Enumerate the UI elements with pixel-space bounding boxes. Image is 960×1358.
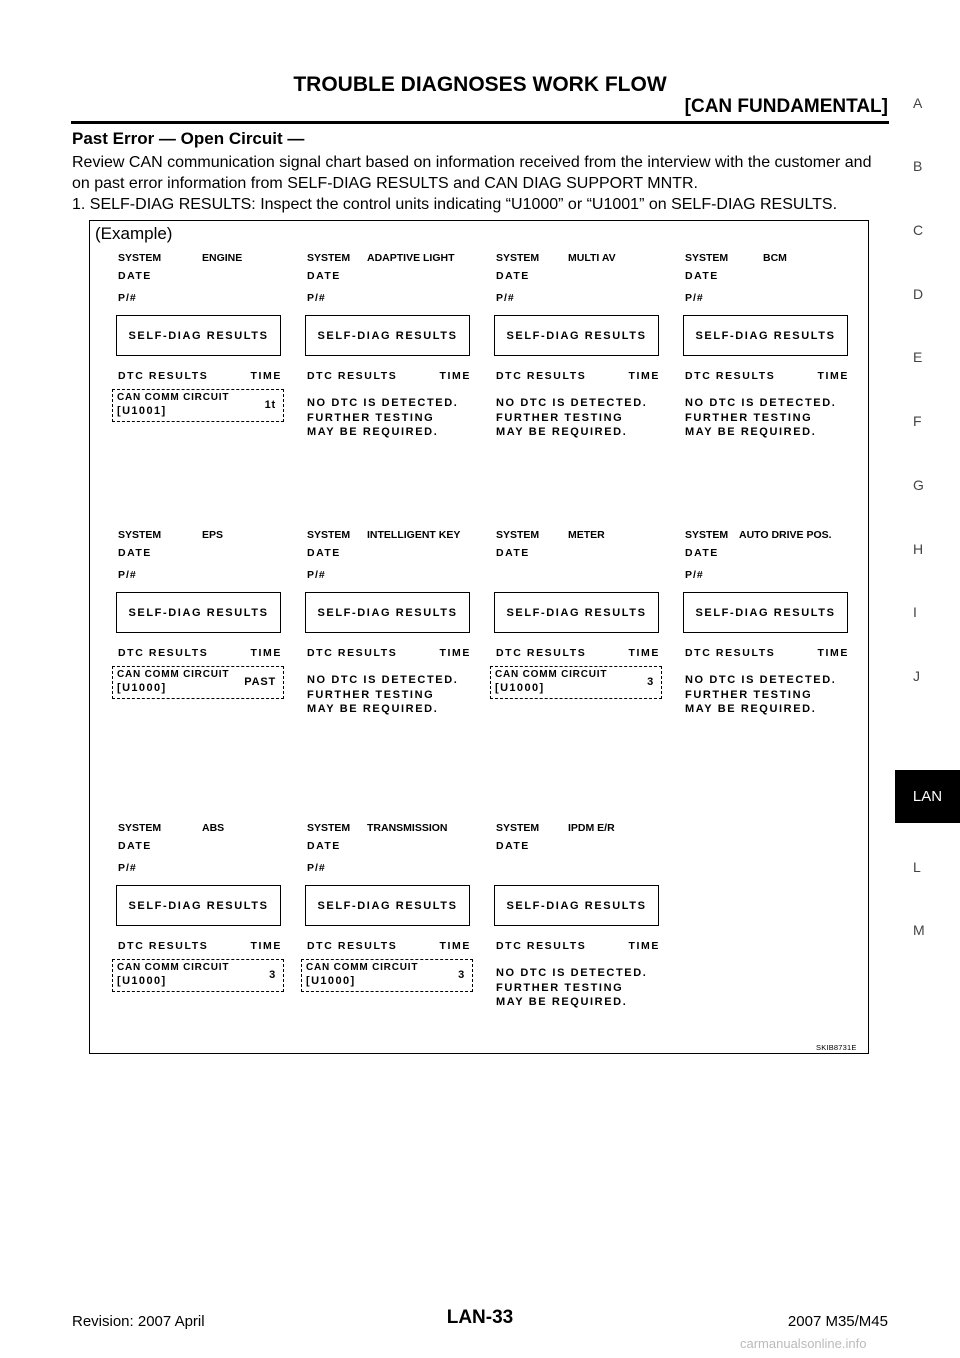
dashed-border: [112, 666, 113, 699]
footer-page-number: LAN-33: [446, 1307, 514, 1328]
system-label: SYSTEM: [496, 529, 540, 541]
section-title: Past Error — Open Circuit —: [72, 129, 305, 148]
system-label: SYSTEM: [118, 529, 162, 541]
dtc-result-entry: [112, 389, 284, 422]
dtc-results-label: DTC RESULTS: [307, 940, 398, 952]
system-label: SYSTEM: [307, 252, 351, 264]
diag-panel: [494, 822, 664, 1008]
dashed-border: [301, 959, 473, 960]
diag-panel: [116, 822, 286, 1002]
dtc-results-label: DTC RESULTS: [496, 370, 587, 382]
dashed-border: [283, 959, 284, 992]
dtc-code: [U1000]: [495, 682, 548, 694]
dtc-results-label: DTC RESULTS: [496, 647, 587, 659]
dtc-code: [U1000]: [117, 682, 170, 694]
system-name: EPS: [202, 529, 224, 541]
dtc-code: [U1000]: [306, 975, 359, 987]
date-label: DATE: [496, 270, 530, 282]
diag-panel: [116, 529, 286, 709]
pnum-label: P/#: [496, 292, 515, 304]
diag-panel: [494, 529, 664, 709]
self-diag-results-box: SELF-DIAG RESULTS: [116, 592, 281, 633]
date-label: DATE: [496, 547, 530, 559]
dtc-results-label: DTC RESULTS: [118, 647, 209, 659]
dtc-results-label: DTC RESULTS: [496, 940, 587, 952]
system-name: ADAPTIVE LIGHT: [367, 252, 455, 264]
dtc-result-entry: [490, 666, 662, 699]
diag-panel: [305, 252, 475, 438]
diag-panel: [683, 252, 853, 438]
self-diag-results-box: SELF-DIAG RESULTS: [305, 315, 470, 356]
system-name: TRANSMISSION: [367, 822, 448, 834]
date-label: DATE: [496, 840, 530, 852]
dashed-border: [301, 991, 473, 992]
dashed-border: [112, 666, 284, 667]
side-letter: G: [913, 477, 924, 493]
dtc-code: [U1001]: [117, 405, 170, 417]
side-letter: L: [913, 859, 921, 875]
self-diag-results-box: SELF-DIAG RESULTS: [305, 592, 470, 633]
intro-paragraph: Review CAN communication signal chart based on information received from the interview with the customer and on past error information from SELF-DIAG RESULTS and CAN DIAG SUPPORT MNTR.: [72, 154, 872, 192]
side-letter: A: [913, 95, 923, 111]
side-letter: E: [913, 349, 923, 365]
dashed-border: [490, 666, 662, 667]
dashed-border: [112, 698, 284, 699]
system-name: ABS: [202, 822, 225, 834]
dtc-result-entry: [301, 959, 473, 992]
system-name: ENGINE: [202, 252, 243, 264]
time-label: TIME: [250, 940, 282, 952]
pnum-label: P/#: [307, 862, 326, 874]
date-label: DATE: [685, 547, 719, 559]
dashed-border: [112, 991, 284, 992]
side-letter: B: [913, 158, 923, 174]
self-diag-results-box: SELF-DIAG RESULTS: [683, 315, 848, 356]
dtc-item-label: CAN COMM CIRCUIT: [117, 962, 230, 973]
system-label: SYSTEM: [685, 529, 729, 541]
dtc-item-label: CAN COMM CIRCUIT: [117, 392, 230, 403]
date-label: DATE: [307, 547, 341, 559]
no-dtc-message: NO DTC IS DETECTED. FURTHER TESTING MAY BE REQUIRED.: [307, 674, 459, 715]
diag-panel: [494, 252, 664, 438]
side-tab-active: LAN: [895, 770, 960, 823]
self-diag-results-box: SELF-DIAG RESULTS: [305, 885, 470, 926]
page-subtitle: [CAN FUNDAMENTAL]: [684, 96, 888, 117]
system-name: INTELLIGENT KEY: [367, 529, 461, 541]
dtc-count: 3: [647, 676, 654, 688]
dtc-results-label: DTC RESULTS: [685, 370, 776, 382]
dashed-border: [301, 959, 302, 992]
system-name: IPDM E/R: [568, 822, 615, 834]
system-label: SYSTEM: [496, 822, 540, 834]
dtc-results-label: DTC RESULTS: [307, 647, 398, 659]
self-diag-results-box: SELF-DIAG RESULTS: [683, 592, 848, 633]
time-label: TIME: [439, 370, 471, 382]
date-label: DATE: [118, 270, 152, 282]
dtc-item-label: CAN COMM CIRCUIT: [117, 669, 230, 680]
pnum-label: P/#: [685, 292, 704, 304]
dtc-count: PAST: [244, 676, 276, 688]
system-label: SYSTEM: [685, 252, 729, 264]
time-label: TIME: [628, 647, 660, 659]
watermark: carmanualsonline.info: [740, 1336, 867, 1351]
figure-id: SKIB8731E: [816, 1043, 857, 1052]
dtc-item-label: CAN COMM CIRCUIT: [495, 669, 608, 680]
time-label: TIME: [817, 370, 849, 382]
side-letter: M: [913, 922, 925, 938]
time-label: TIME: [628, 940, 660, 952]
dtc-result-entry: [112, 666, 284, 699]
pnum-label: P/#: [307, 292, 326, 304]
diag-panel: [116, 252, 286, 432]
time-label: TIME: [250, 647, 282, 659]
dashed-border: [112, 389, 113, 422]
date-label: DATE: [118, 840, 152, 852]
step-1: 1. SELF-DIAG RESULTS: Inspect the control units indicating “U1000” or “U1001” on SELF-DIAG RESULTS.: [72, 196, 838, 213]
side-letter: H: [913, 541, 924, 557]
dashed-border: [112, 959, 284, 960]
pnum-label: P/#: [685, 569, 704, 581]
page-title: TROUBLE DIAGNOSES WORK FLOW: [293, 73, 667, 96]
dashed-border: [490, 698, 662, 699]
system-name: MULTI AV: [568, 252, 616, 264]
side-letter: J: [913, 668, 920, 684]
system-label: SYSTEM: [118, 252, 162, 264]
dashed-border: [283, 666, 284, 699]
dashed-border: [283, 389, 284, 422]
footer-model: 2007 M35/M45: [787, 1313, 888, 1330]
diag-panel: [305, 822, 475, 1002]
side-letter: F: [913, 413, 922, 429]
side-letter: I: [913, 604, 917, 620]
no-dtc-message: NO DTC IS DETECTED. FURTHER TESTING MAY BE REQUIRED.: [685, 674, 837, 715]
no-dtc-message: NO DTC IS DETECTED. FURTHER TESTING MAY BE REQUIRED.: [496, 397, 648, 438]
no-dtc-message: NO DTC IS DETECTED. FURTHER TESTING MAY BE REQUIRED.: [496, 967, 648, 1008]
pnum-label: P/#: [118, 862, 137, 874]
dashed-border: [661, 666, 662, 699]
self-diag-results-box: SELF-DIAG RESULTS: [494, 592, 659, 633]
dashed-border: [112, 421, 284, 422]
side-letter: D: [913, 286, 924, 302]
date-label: DATE: [118, 547, 152, 559]
dtc-results-label: DTC RESULTS: [685, 647, 776, 659]
time-label: TIME: [439, 940, 471, 952]
header-rule: [71, 121, 889, 124]
system-name: METER: [568, 529, 605, 541]
time-label: TIME: [628, 370, 660, 382]
time-label: TIME: [817, 647, 849, 659]
dtc-code: [U1000]: [117, 975, 170, 987]
no-dtc-message: NO DTC IS DETECTED. FURTHER TESTING MAY BE REQUIRED.: [307, 397, 459, 438]
dashed-border: [472, 959, 473, 992]
side-letter: C: [913, 222, 924, 238]
dtc-count: 3: [458, 969, 465, 981]
dtc-count: 3: [269, 969, 276, 981]
self-diag-results-box: SELF-DIAG RESULTS: [494, 315, 659, 356]
pnum-label: P/#: [307, 569, 326, 581]
dtc-results-label: DTC RESULTS: [118, 940, 209, 952]
time-label: TIME: [439, 647, 471, 659]
dtc-count: 1t: [264, 399, 276, 411]
dtc-result-entry: [112, 959, 284, 992]
date-label: DATE: [307, 270, 341, 282]
system-label: SYSTEM: [118, 822, 162, 834]
diag-panel: [683, 529, 853, 715]
system-label: SYSTEM: [307, 529, 351, 541]
self-diag-results-box: SELF-DIAG RESULTS: [116, 315, 281, 356]
system-label: SYSTEM: [496, 252, 540, 264]
dtc-results-label: DTC RESULTS: [118, 370, 209, 382]
pnum-label: P/#: [118, 292, 137, 304]
time-label: TIME: [250, 370, 282, 382]
dashed-border: [490, 666, 491, 699]
dtc-results-label: DTC RESULTS: [307, 370, 398, 382]
system-label: SYSTEM: [307, 822, 351, 834]
self-diag-results-box: SELF-DIAG RESULTS: [494, 885, 659, 926]
date-label: DATE: [307, 840, 341, 852]
pnum-label: P/#: [118, 569, 137, 581]
dashed-border: [112, 959, 113, 992]
date-label: DATE: [685, 270, 719, 282]
dashed-border: [112, 389, 284, 390]
example-label: (Example): [95, 224, 173, 243]
dtc-item-label: CAN COMM CIRCUIT: [306, 962, 419, 973]
diag-panel: [305, 529, 475, 715]
system-name: BCM: [763, 252, 787, 264]
footer-revision: Revision: 2007 April: [72, 1313, 205, 1330]
system-name: AUTO DRIVE POS.: [739, 529, 832, 541]
no-dtc-message: NO DTC IS DETECTED. FURTHER TESTING MAY BE REQUIRED.: [685, 397, 837, 438]
self-diag-results-box: SELF-DIAG RESULTS: [116, 885, 281, 926]
